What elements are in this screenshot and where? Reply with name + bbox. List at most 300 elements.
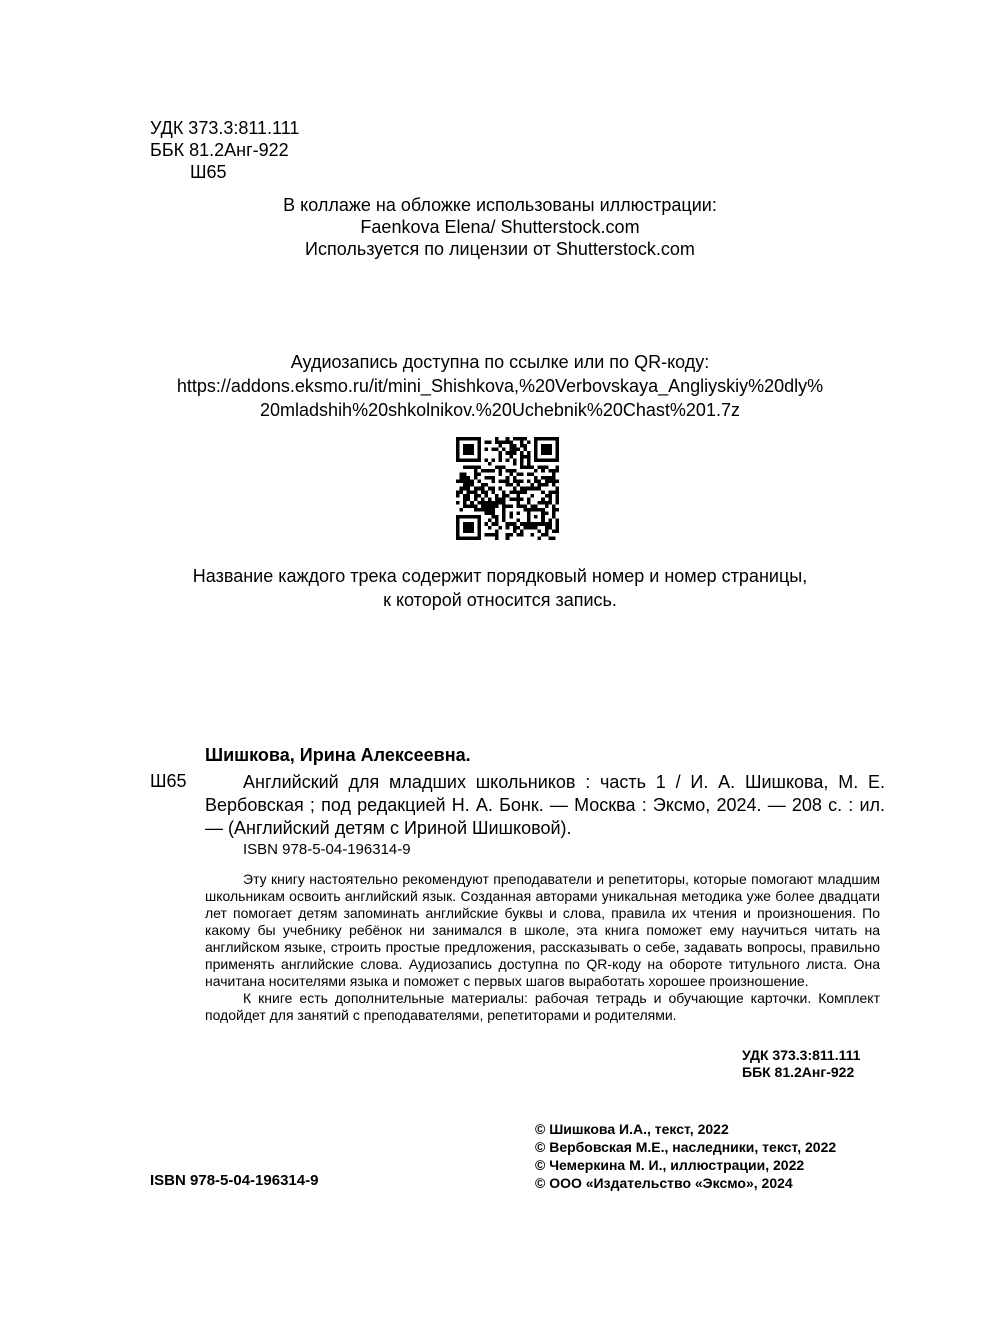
qr-module — [538, 536, 542, 540]
qr-module — [527, 451, 531, 455]
qr-module — [541, 533, 545, 537]
qr-module — [545, 465, 549, 469]
qr-module — [509, 451, 513, 455]
qr-module — [481, 469, 485, 473]
qr-module — [555, 465, 559, 469]
qr-module — [495, 494, 499, 498]
qr-module — [499, 465, 503, 469]
qr-module — [509, 473, 513, 477]
qr-module — [502, 448, 506, 452]
qr-module — [506, 494, 510, 498]
qr-module — [555, 480, 559, 484]
qr-module — [477, 473, 481, 477]
qr-module — [523, 487, 527, 491]
audio-url-line-2[interactable]: 20mladshih%20shkolnikov.%20Uchebnik%20Chast%201.7z — [260, 400, 740, 420]
qr-module — [456, 494, 460, 498]
qr-module — [467, 480, 471, 484]
qr-module — [555, 501, 559, 505]
qr-module — [484, 533, 488, 537]
qr-module — [506, 533, 510, 537]
qr-module — [506, 504, 510, 508]
qr-module — [513, 480, 517, 484]
qr-module — [516, 501, 520, 505]
qr-module — [506, 483, 510, 487]
qr-module — [492, 515, 496, 519]
qr-module — [477, 508, 481, 512]
qr-module — [520, 465, 524, 469]
qr-module — [488, 504, 492, 508]
qr-module — [488, 508, 492, 512]
qr-module — [513, 462, 517, 466]
qr-module — [513, 490, 517, 494]
qr-module — [523, 522, 527, 526]
qr-module — [548, 494, 552, 498]
qr-module — [481, 501, 485, 505]
qr-module — [502, 515, 506, 519]
qr-module — [516, 526, 520, 530]
qr-module — [506, 437, 510, 441]
qr-module — [460, 487, 464, 491]
qr-module — [516, 533, 520, 537]
qr-module — [463, 487, 467, 491]
qr-module — [502, 504, 506, 508]
qr-module — [555, 469, 559, 473]
qr-module — [520, 529, 524, 533]
qr-module — [495, 519, 499, 523]
qr-module — [477, 494, 481, 498]
qr-module — [492, 504, 496, 508]
qr-module — [484, 490, 488, 494]
qr-module — [495, 448, 499, 452]
qr-module — [499, 458, 503, 462]
qr-module — [513, 451, 517, 455]
qr-module — [506, 451, 510, 455]
qr-module — [548, 536, 552, 540]
qr-module — [484, 448, 488, 452]
qr-module — [467, 476, 471, 480]
qr-module — [555, 490, 559, 494]
qr-module — [538, 501, 542, 505]
qr-module — [552, 504, 556, 508]
qr-module — [495, 536, 499, 540]
qr-module — [555, 522, 559, 526]
qr-module — [488, 533, 492, 537]
copyright-line-4: © ООО «Издательство «Эксмо», 2024 — [535, 1175, 793, 1191]
qr-module — [516, 483, 520, 487]
qr-module — [527, 441, 531, 445]
qr-module — [495, 533, 499, 537]
qr-module — [467, 494, 471, 498]
qr-module — [488, 462, 492, 466]
qr-module — [456, 490, 460, 494]
bib-isbn: ISBN 978-5-04-196314-9 — [243, 841, 411, 858]
qr-module — [502, 490, 506, 494]
qr-module — [523, 448, 527, 452]
qr-module — [516, 480, 520, 484]
qr-module — [520, 455, 524, 459]
qr-module — [509, 455, 513, 459]
qr-module — [502, 512, 506, 516]
qr-module — [509, 504, 513, 508]
qr-module — [506, 441, 510, 445]
qr-module — [474, 497, 478, 501]
qr-module — [513, 497, 517, 501]
qr-module — [527, 455, 531, 459]
qr-module — [520, 497, 524, 501]
qr-module — [520, 444, 524, 448]
qr-module — [513, 526, 517, 530]
qr-module — [499, 441, 503, 445]
qr-module — [523, 465, 527, 469]
qr-module — [516, 448, 520, 452]
qr-module — [527, 462, 531, 466]
qr-module — [520, 473, 524, 477]
qr-module — [502, 494, 506, 498]
qr-module — [499, 473, 503, 477]
qr-module — [509, 497, 513, 501]
qr-module — [555, 508, 559, 512]
annotation — [205, 871, 880, 1024]
qr-module — [463, 465, 467, 469]
qr-module — [488, 497, 492, 501]
qr-module — [474, 494, 478, 498]
qr-module — [484, 501, 488, 505]
qr-module — [516, 497, 520, 501]
author-mark: Ш65 — [190, 162, 227, 182]
qr-module — [513, 437, 517, 441]
qr-module — [555, 494, 559, 498]
qr-module — [534, 526, 538, 530]
qr-module — [509, 512, 513, 516]
qr-module — [502, 508, 506, 512]
qr-module — [548, 519, 552, 523]
qr-module — [520, 533, 524, 537]
qr-module — [467, 465, 471, 469]
copyright-block — [535, 1120, 836, 1192]
qr-module — [520, 480, 524, 484]
qr-module — [552, 512, 556, 516]
qr-module — [520, 451, 524, 455]
qr-module — [531, 465, 535, 469]
udk-code: УДК 373.3:811.111 — [150, 118, 300, 138]
qr-module — [534, 480, 538, 484]
audio-info — [0, 350, 1000, 422]
qr-module — [538, 480, 542, 484]
qr-module — [520, 437, 524, 441]
qr-module — [484, 504, 488, 508]
bib-description: Английский для младших школьников : часть 1 / И. А. Шишкова, М. Е. Вербовская ; под редакцией Н. А. Бонк. — Москва : Эксмо, 2024. — 208 с. : ил. — (Английский детям с Ириной Шишковой). — [205, 772, 885, 838]
isbn-bottom: ISBN 978-5-04-196314-9 — [150, 1172, 319, 1189]
qr-module — [545, 483, 549, 487]
qr-module — [534, 476, 538, 480]
qr-module — [467, 483, 471, 487]
qr-module — [527, 501, 531, 505]
qr-module — [463, 483, 467, 487]
qr-module — [481, 504, 485, 508]
qr-module — [502, 441, 506, 445]
qr-module — [484, 522, 488, 526]
bib-author-mark: Ш65 — [150, 771, 187, 791]
qr-module — [531, 483, 535, 487]
qr-module — [499, 526, 503, 530]
qr-module — [492, 501, 496, 505]
qr-module — [470, 504, 474, 508]
qr-module — [523, 490, 527, 494]
copyright-line-1: © Шишкова И.А., текст, 2022 — [535, 1121, 729, 1137]
qr-module — [481, 487, 485, 491]
qr-module — [513, 458, 517, 462]
qr-module — [552, 483, 556, 487]
qr-module — [545, 512, 549, 516]
qr-module — [545, 533, 549, 537]
qr-module — [531, 487, 535, 491]
qr-module — [527, 465, 531, 469]
qr-module — [513, 487, 517, 491]
qr-module — [516, 494, 520, 498]
qr-module — [541, 469, 545, 473]
qr-module — [531, 473, 535, 477]
qr-module — [506, 469, 510, 473]
qr-module — [477, 487, 481, 491]
qr-module — [463, 473, 467, 477]
qr-module — [555, 529, 559, 533]
qr-module — [523, 504, 527, 508]
qr-module — [463, 504, 467, 508]
qr-module — [463, 494, 467, 498]
qr-module — [555, 519, 559, 523]
qr-module — [541, 483, 545, 487]
qr-module — [523, 526, 527, 530]
qr-module — [534, 487, 538, 491]
qr-module — [474, 504, 478, 508]
qr-module — [523, 444, 527, 448]
qr-module — [492, 469, 496, 473]
qr-module — [506, 536, 510, 540]
qr-module — [492, 458, 496, 462]
qr-module — [488, 469, 492, 473]
qr-module — [513, 522, 517, 526]
qr-module — [509, 441, 513, 445]
qr-module — [492, 476, 496, 480]
qr-module — [460, 476, 464, 480]
qr-module — [523, 508, 527, 512]
qr-module — [467, 497, 471, 501]
bbk-code-bottom: ББК 81.2Анг-922 — [742, 1064, 855, 1080]
qr-module — [520, 522, 524, 526]
qr-module — [484, 512, 488, 516]
header-classification — [150, 117, 299, 183]
qr-module — [516, 504, 520, 508]
qr-module — [520, 441, 524, 445]
qr-module — [523, 455, 527, 459]
qr-module — [516, 490, 520, 494]
qr-module — [516, 437, 520, 441]
qr-module — [523, 437, 527, 441]
qr-module — [534, 469, 538, 473]
qr-module — [538, 529, 542, 533]
qr-module — [460, 480, 464, 484]
qr-module — [541, 490, 545, 494]
qr-module — [481, 490, 485, 494]
qr-module — [555, 497, 559, 501]
qr-module — [548, 469, 552, 473]
qr-module — [474, 465, 478, 469]
qr-module — [545, 501, 549, 505]
qr-module — [488, 501, 492, 505]
qr-module — [538, 465, 542, 469]
qr-module — [484, 441, 488, 445]
qr-module — [520, 504, 524, 508]
qr-module — [552, 529, 556, 533]
qr-module — [488, 487, 492, 491]
qr-module — [516, 519, 520, 523]
annotation-paragraph-1: Эту книгу настоятельно рекомендуют преподаватели и репетиторы, которые помогают младшим школьникам освоить английский язык. Созданная авторами уникальная методика уже более двадцати лет помогает детям запоминать английские буквы и слова, правила их чтения и произношения. По какому бы учебнику ребёнок ни занимался в школе, эта книга поможет ему научиться читать на английском языке, строить простые предложения, рассказывать о себе, задавать вопросы, правильно применять английские слова. Аудиозапись доступна по QR-коду на обороте титульного листа. Она начитана носителями языка и поможет с первых шагов выработать хорошее произношение. — [205, 871, 880, 989]
qr-module — [481, 508, 485, 512]
qr-module — [474, 469, 478, 473]
qr-module — [481, 497, 485, 501]
qr-module — [477, 465, 481, 469]
qr-module — [502, 497, 506, 501]
qr-module — [527, 497, 531, 501]
qr-module — [513, 444, 517, 448]
qr-module — [499, 487, 503, 491]
qr-module — [552, 480, 556, 484]
qr-module — [506, 522, 510, 526]
qr-module — [552, 476, 556, 480]
qr-module — [545, 529, 549, 533]
qr-module — [484, 494, 488, 498]
qr-module — [509, 533, 513, 537]
qr-module — [456, 480, 460, 484]
qr-module — [545, 522, 549, 526]
track-note-line-2: к которой относится запись. — [383, 590, 617, 610]
qr-module — [552, 469, 556, 473]
qr-code[interactable] — [456, 437, 559, 540]
qr-module — [484, 476, 488, 480]
udk-code-bottom: УДК 373.3:811.111 — [742, 1047, 861, 1063]
qr-module — [545, 504, 549, 508]
qr-module — [509, 448, 513, 452]
collage-line-3: Используется по лицензии от Shutterstock.com — [305, 239, 695, 259]
qr-module — [548, 490, 552, 494]
qr-module — [555, 526, 559, 530]
qr-module — [467, 504, 471, 508]
qr-module — [470, 480, 474, 484]
qr-module — [520, 458, 524, 462]
qr-module — [545, 476, 549, 480]
qr-module — [456, 501, 460, 505]
qr-module — [513, 469, 517, 473]
qr-module — [499, 451, 503, 455]
qr-module — [499, 501, 503, 505]
qr-module — [495, 522, 499, 526]
qr-module — [495, 501, 499, 505]
qr-module — [492, 490, 496, 494]
qr-module — [492, 448, 496, 452]
qr-module — [520, 487, 524, 491]
qr-module — [499, 444, 503, 448]
qr-module — [499, 480, 503, 484]
qr-module — [495, 504, 499, 508]
qr-module — [527, 458, 531, 462]
qr-module — [474, 473, 478, 477]
qr-module — [541, 476, 545, 480]
qr-module — [470, 501, 474, 505]
qr-module — [470, 483, 474, 487]
classification-block — [742, 1047, 860, 1081]
qr-module — [492, 480, 496, 484]
qr-module — [527, 487, 531, 491]
qr-module — [548, 480, 552, 484]
qr-module — [492, 487, 496, 491]
qr-module — [499, 455, 503, 459]
qr-module — [484, 469, 488, 473]
qr-module — [545, 480, 549, 484]
qr-module — [495, 437, 499, 441]
qr-module — [509, 469, 513, 473]
qr-module — [509, 483, 513, 487]
qr-module — [463, 497, 467, 501]
qr-module — [548, 526, 552, 530]
qr-module — [541, 501, 545, 505]
qr-module — [555, 487, 559, 491]
track-note-line-1: Название каждого трека содержит порядковый номер и номер страницы, — [192, 566, 808, 586]
qr-module — [492, 512, 496, 516]
qr-module — [502, 501, 506, 505]
qr-module — [531, 504, 535, 508]
qr-module — [499, 469, 503, 473]
qr-module — [516, 473, 520, 477]
qr-module — [506, 526, 510, 530]
copyright-line-2: © Вербовская М.Е., наследники, текст, 2022 — [535, 1139, 837, 1155]
qr-module — [531, 494, 535, 498]
qr-module — [520, 462, 524, 466]
qr-module — [484, 458, 488, 462]
qr-module — [527, 526, 531, 530]
qr-module — [509, 522, 513, 526]
annotation-paragraph-2: К книге есть дополнительные материалы: рабочая тетрадь и обучающие карточки. Комплект подойдет для занятий с преподавателями, репетиторами и родителями. — [205, 990, 880, 1023]
qr-module — [538, 483, 542, 487]
qr-module — [460, 473, 464, 477]
qr-module — [474, 508, 478, 512]
qr-module — [552, 490, 556, 494]
qr-module — [548, 497, 552, 501]
qr-module — [548, 522, 552, 526]
qr-module — [484, 483, 488, 487]
qr-module — [463, 476, 467, 480]
qr-module — [488, 476, 492, 480]
qr-module — [495, 497, 499, 501]
qr-module — [484, 508, 488, 512]
qr-module — [509, 490, 513, 494]
qr-module — [492, 533, 496, 537]
qr-module — [474, 490, 478, 494]
qr-module — [470, 490, 474, 494]
qr-module — [552, 508, 556, 512]
qr-module — [513, 448, 517, 452]
qr-module — [463, 480, 467, 484]
qr-module — [470, 465, 474, 469]
track-note — [0, 564, 1000, 612]
bbk-code: ББК 81.2Анг-922 — [150, 140, 289, 160]
audio-url-line-1[interactable]: https://addons.eksmo.ru/it/mini_Shishkova,%20Verbovskaya_Angliyskiy%20dly% — [176, 376, 824, 396]
qr-module — [541, 465, 545, 469]
qr-module — [492, 522, 496, 526]
qr-module — [506, 480, 510, 484]
qr-module — [545, 494, 549, 498]
bib-author: Шишкова, Ирина Алексеевна. — [205, 745, 471, 765]
qr-module — [481, 483, 485, 487]
